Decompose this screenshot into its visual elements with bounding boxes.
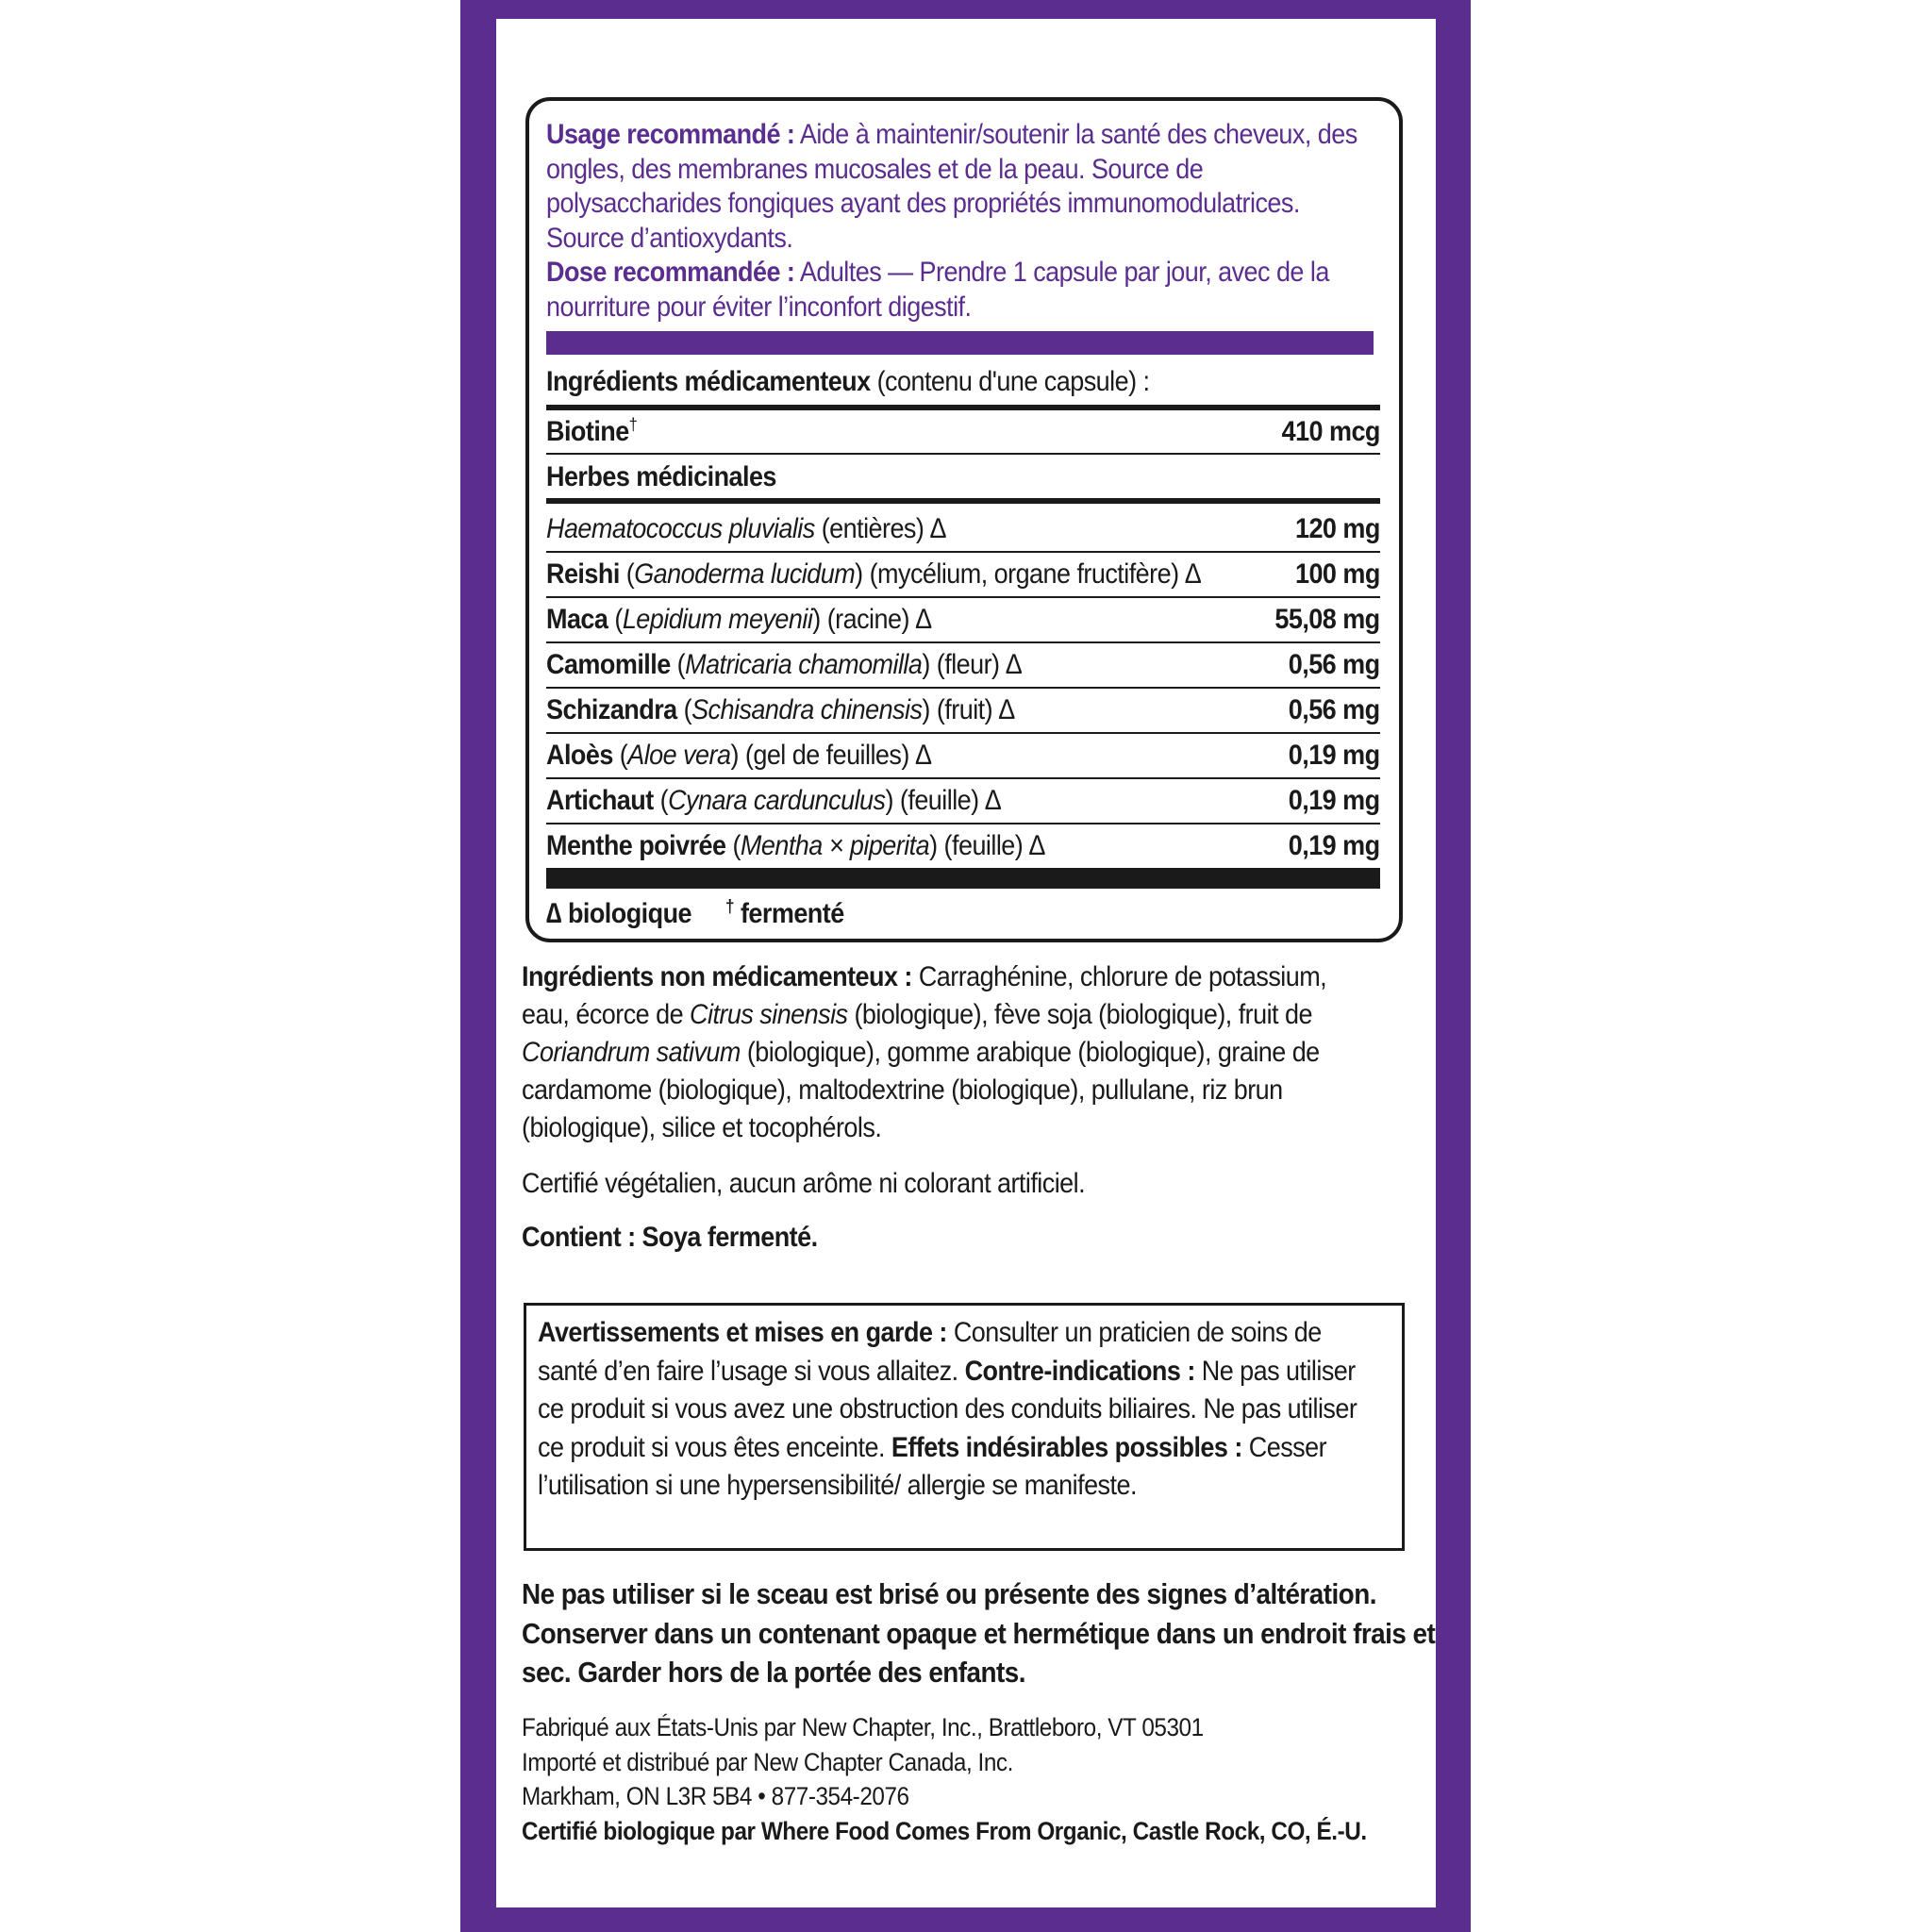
- manufacturer-info: [522, 1710, 1456, 1849]
- non-medicinal-text: (biologique), gomme arabique (biologique), graine de cardamome (biologique), maltodextrine (biologique), pullulane, riz brun (biologique), silice et tocophérols.: [522, 1037, 1320, 1143]
- storage-statement: Ne pas utiliser si le sceau est brisé ou présente des signes d’altération. Conserver dans un contenant opaque et hermétique dans un endroit frais et sec. Garder hors de la portée des enfants.: [522, 1577, 1436, 1689]
- herb-common: Menthe poivrée: [546, 830, 726, 861]
- herb-common: Reishi: [546, 558, 620, 590]
- effects-text: Cesser l’utilisation si une hypersensibilité/ allergie se manifeste.: [538, 1431, 1327, 1501]
- contra-text: Ne pas utiliser ce produit si vous avez une obstruction des conduits biliaires. Ne pas utiliser ce produit si vous êtes enceinte.: [538, 1355, 1357, 1463]
- table-rule: [546, 405, 1380, 410]
- dose-label: Dose recommandée :: [546, 257, 795, 288]
- contra-label: Contre-indications :: [964, 1355, 1195, 1387]
- herb-amount: 55,08 mg: [1274, 604, 1380, 635]
- table-rule: [546, 777, 1380, 779]
- herb-latin: Schisandra chinensis: [691, 694, 923, 725]
- legend-organic: ∆ biologique: [546, 898, 692, 929]
- herb-amount: 120 mg: [1295, 513, 1380, 544]
- table-rule: [546, 687, 1380, 689]
- table-rule: [546, 551, 1380, 553]
- medicinal-ingredients-header: [546, 365, 1374, 399]
- herb-row: Menthe poivrée (Mentha × piperita) (feuille) ∆ 0,19 mg: [546, 827, 1380, 865]
- warnings-text: Consulter un praticien de soins de santé d’en faire l’usage si vous allaitez.: [538, 1317, 1322, 1387]
- herb-latin: Matricaria chamomilla: [685, 649, 923, 680]
- table-legend: [546, 896, 844, 932]
- table-rule: [546, 823, 1380, 824]
- contains-statement: Contient : Soya fermenté.: [522, 1222, 818, 1253]
- herb-row: Camomille (Matricaria chamomilla) (fleur) ∆ 0,56 mg: [546, 646, 1380, 684]
- table-rule: [546, 453, 1380, 455]
- maker-line: Markham, ON L3R 5B4 • 877-354-2076: [522, 1782, 909, 1811]
- herb-row: Schizandra (Schisandra chinensis) (fruit) ∆ 0,56 mg: [546, 691, 1380, 729]
- herb-latin: Cynara cardunculus: [668, 785, 886, 816]
- herb-common: Camomille: [546, 649, 671, 680]
- medicinal-header-rest: (contenu d'une capsule) :: [876, 366, 1150, 397]
- non-medicinal-ingredients: [522, 958, 1362, 1147]
- herb-part: (feuille) ∆: [943, 830, 1045, 861]
- herb-part: (fruit) ∆: [936, 694, 1015, 725]
- table-rule: [546, 641, 1380, 643]
- herb-row: Artichaut (Cynara cardunculus) (feuille) ∆ 0,19 mg: [546, 782, 1380, 820]
- non-medicinal-latin: Citrus sinensis: [690, 999, 848, 1030]
- herb-part: (mycélium, organe fructifère) ∆: [869, 558, 1201, 590]
- dose-text: Adultes — Prendre 1 capsule par jour, avec de la nourriture pour éviter l’inconfort digestif.: [546, 257, 1329, 323]
- maker-line: Fabriqué aux États-Unis par New Chapter, Inc., Brattleboro, VT 05301: [522, 1713, 1204, 1741]
- herbs-heading-row: [546, 458, 1380, 496]
- legend-fermented-mark: †: [725, 897, 734, 917]
- herb-common: Artichaut: [546, 785, 654, 816]
- biotin-row: [546, 413, 1380, 451]
- herb-common: Maca: [546, 604, 608, 635]
- table-bottom-bar: [546, 868, 1380, 889]
- table-rule: [546, 596, 1380, 598]
- herb-part: (fleur) ∆: [936, 649, 1022, 680]
- herb-latin: Aloe vera: [627, 740, 731, 771]
- section-divider-bar: [546, 331, 1374, 355]
- herb-row: Reishi (Ganoderma lucidum) (mycélium, organe fructifère) ∆ 100 mg: [546, 556, 1380, 593]
- warnings-section: [538, 1314, 1387, 1506]
- herb-row: [546, 510, 1380, 548]
- non-medicinal-label: Ingrédients non médicamenteux :: [522, 961, 912, 992]
- herb-latin: Mentha × piperita: [740, 830, 930, 861]
- table-rule: [546, 732, 1380, 734]
- usage-section: [546, 118, 1374, 325]
- biotin-amount: 410 mcg: [1281, 416, 1380, 447]
- vegan-statement: Certifié végétalien, aucun arôme ni colorant artificiel.: [522, 1168, 1086, 1199]
- legend-fermented: fermenté: [740, 898, 844, 929]
- warnings-label: Avertissements et mises en garde :: [538, 1317, 947, 1348]
- maker-line: Importé et distribué par New Chapter Canada, Inc.: [522, 1747, 1013, 1776]
- herb-part: (feuille) ∆: [899, 785, 1001, 816]
- herbs-heading: Herbes médicinales: [546, 461, 776, 492]
- herb-common: Aloès: [546, 740, 613, 771]
- organic-certifier: Certifié biologique par Where Food Comes From Organic, Castle Rock, CO, É.-U.: [522, 1817, 1367, 1846]
- herb-row: Aloès (Aloe vera) (gel de feuilles) ∆ 0,19 mg: [546, 737, 1380, 774]
- herb-part: (racine) ∆: [826, 604, 931, 635]
- herb-latin: Lepidium meyenii: [622, 604, 813, 635]
- herb-part: (entières) ∆: [821, 513, 946, 544]
- herb-amount: 0,56 mg: [1289, 694, 1380, 725]
- non-medicinal-text: (biologique), fève soja (biologique), fruit de: [854, 999, 1312, 1030]
- herb-amount: 0,56 mg: [1289, 649, 1380, 680]
- usage-label: Usage recommandé :: [546, 119, 795, 150]
- effects-label: Effets indésirables possibles :: [891, 1431, 1242, 1463]
- herb-common: Schizandra: [546, 694, 677, 725]
- non-medicinal-text: Carraghénine, chlorure de potassium, eau, écorce de: [522, 961, 1327, 1030]
- fermented-mark: †: [628, 415, 638, 434]
- herb-latin: Ganoderma lucidum: [634, 558, 856, 590]
- herb-amount: 100 mg: [1295, 558, 1380, 590]
- non-medicinal-latin: Coriandrum sativum: [522, 1037, 741, 1068]
- herb-part: (gel de feuilles) ∆: [744, 740, 931, 771]
- usage-text: Aide à maintenir/soutenir la santé des cheveux, des ongles, des membranes mucosales et de la peau. Source de polysaccharides fongiques ayant des propriétés immunomodulatrices. Source d’antioxydants.: [546, 119, 1357, 254]
- herb-amount: 0,19 mg: [1289, 830, 1380, 861]
- medicinal-header-bold: Ingrédients médicamenteux: [546, 366, 871, 397]
- table-rule: [546, 498, 1380, 504]
- herb-amount: 0,19 mg: [1289, 785, 1380, 816]
- herb-latin: Haematococcus pluvialis: [546, 513, 815, 544]
- biotin-name: Biotine: [546, 416, 629, 447]
- herb-amount: 0,19 mg: [1289, 740, 1380, 771]
- herb-row: Maca (Lepidium meyenii) (racine) ∆ 55,08 mg: [546, 601, 1380, 639]
